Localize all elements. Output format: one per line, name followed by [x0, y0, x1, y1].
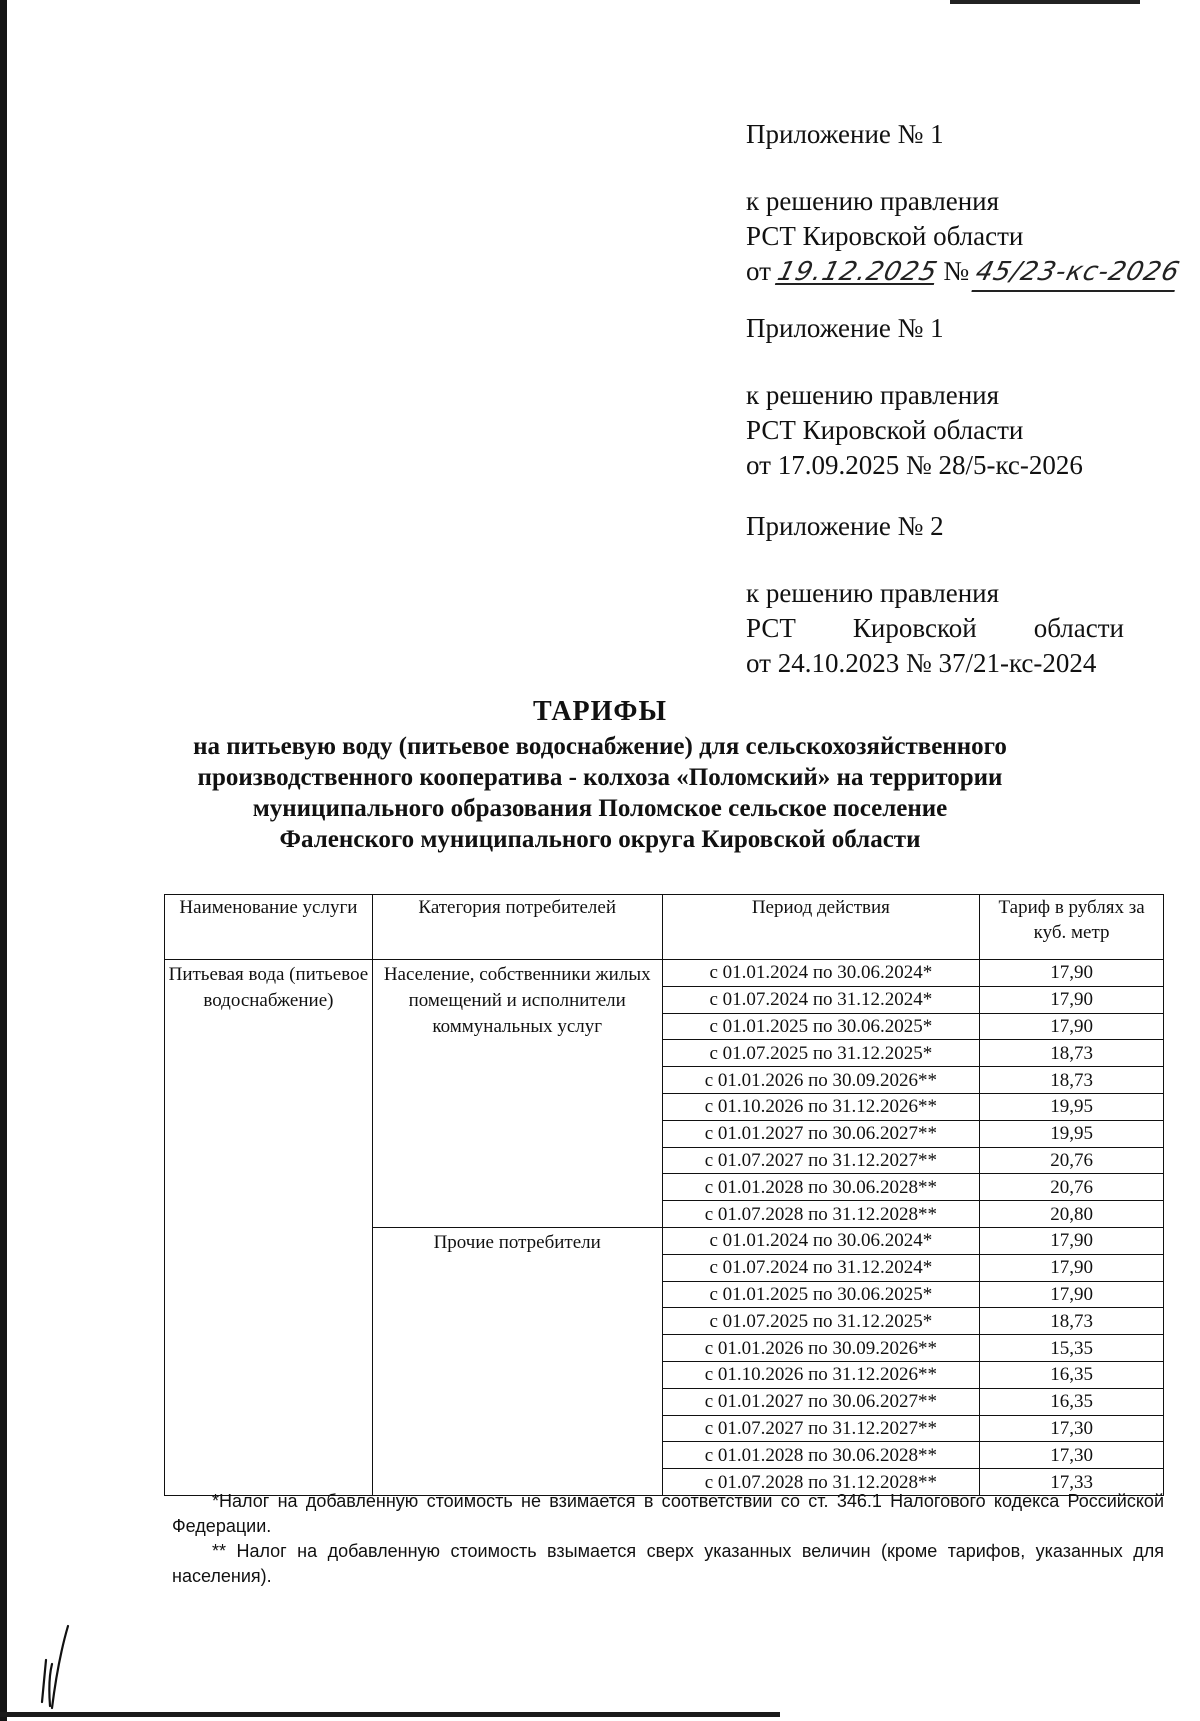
appendix-title: Приложение № 1 [746, 119, 944, 149]
title-line: на питьевую воду (питьевое водоснабжение) для сельскохозяйственного [193, 733, 1007, 760]
period-cell: с 01.07.2024 по 31.12.2024* [662, 986, 980, 1013]
header-period: Период действия [662, 895, 980, 960]
tariff-cell: 17,90 [980, 1281, 1164, 1308]
handwritten-number: 45/23-кс-2026 [971, 255, 1183, 292]
tariff-cell: 18,73 [980, 1308, 1164, 1335]
tariff-cell: 17,30 [980, 1415, 1164, 1442]
period-cell: с 01.07.2027 по 31.12.2027** [662, 1415, 980, 1442]
appendix-block-2 [746, 311, 1166, 483]
period-cell: с 01.01.2028 по 30.06.2028** [662, 1442, 980, 1469]
period-cell: с 01.01.2025 по 30.06.2025* [662, 1013, 980, 1040]
period-cell: с 01.07.2025 по 31.12.2025* [662, 1308, 980, 1335]
tariff-cell: 17,90 [980, 1254, 1164, 1281]
tariff-cell: 20,76 [980, 1174, 1164, 1201]
appendix-line-justified [746, 611, 1124, 646]
signature-mark [38, 1620, 78, 1710]
appendix-line: РСТ Кировской области [746, 415, 1024, 445]
footnotes [172, 1489, 1164, 1589]
date-prefix: от [746, 256, 771, 286]
period-cell: с 01.01.2027 по 30.06.2027** [662, 1388, 980, 1415]
footnote: ** Налог на добавленную стоимость взымается сверх указанных величин (кроме тарифов, указанных для населения). [172, 1541, 1164, 1586]
table-row [165, 960, 1164, 987]
tariff-cell: 17,90 [980, 960, 1164, 987]
period-cell: с 01.01.2026 по 30.09.2026** [662, 1335, 980, 1362]
title-main: ТАРИФЫ [533, 696, 667, 727]
period-cell: с 01.10.2026 по 31.12.2026** [662, 1361, 980, 1388]
header-tariff: Тариф в рублях за куб. метр [980, 895, 1164, 960]
tariff-cell: 15,35 [980, 1335, 1164, 1362]
title-line: муниципального образования Поломское сельское поселение [252, 795, 948, 822]
appendix-line: от 24.10.2023 № 37/21-кс-2024 [746, 648, 1097, 678]
word: области [1033, 613, 1124, 643]
tariff-cell: 17,30 [980, 1442, 1164, 1469]
tariff-cell: 20,80 [980, 1201, 1164, 1228]
category-cell: Прочие потребители [372, 1227, 662, 1495]
appendix-block-1 [746, 117, 1183, 292]
appendix-line: к решению правления [746, 380, 1000, 410]
tariff-cell: 19,95 [980, 1093, 1164, 1120]
scan-edge-left [0, 0, 7, 1721]
period-cell: с 01.01.2024 по 30.06.2024* [662, 1227, 980, 1254]
tariff-cell: 17,90 [980, 986, 1164, 1013]
title-line: Фаленского муниципального округа Кировской области [279, 826, 921, 853]
table-header-row [165, 895, 1164, 960]
header-service: Наименование услуги [165, 895, 373, 960]
appendix-title: Приложение № 2 [746, 511, 944, 541]
appendix-line: РСТ Кировской области [746, 221, 1024, 251]
tariff-table [164, 894, 1164, 1496]
period-cell: с 01.01.2027 по 30.06.2027** [662, 1120, 980, 1147]
service-name-cell: Питьевая вода (питьевое водоснабжение) [165, 960, 373, 1496]
period-cell: с 01.01.2024 по 30.06.2024* [662, 960, 980, 987]
tariff-cell: 19,95 [980, 1120, 1164, 1147]
appendix-line: от 17.09.2025 № 28/5-кс-2026 [746, 450, 1083, 480]
tariff-cell: 17,90 [980, 1013, 1164, 1040]
category-cell: Население, собственники жилых помещений и исполнители коммунальных услуг [372, 960, 662, 1228]
handwritten-date: 19.12.2025 [774, 257, 941, 287]
footnote: *Налог на добавленную стоимость не взимается в соответствии со ст. 346.1 Налогового кодекса Российской Федерации. [172, 1491, 1164, 1536]
period-cell: с 01.01.2028 по 30.06.2028** [662, 1174, 980, 1201]
number-sign: № [943, 256, 970, 286]
appendix-title: Приложение № 1 [746, 313, 944, 343]
tariff-cell: 20,76 [980, 1147, 1164, 1174]
tariff-cell: 16,35 [980, 1388, 1164, 1415]
period-cell: с 01.07.2028 по 31.12.2028** [662, 1469, 980, 1496]
tariff-cell: 17,90 [980, 1227, 1164, 1254]
word: Кировской [852, 613, 977, 643]
period-cell: с 01.07.2025 по 31.12.2025* [662, 1040, 980, 1067]
header-category: Категория потребителей [372, 895, 662, 960]
tariff-cell: 17,33 [980, 1469, 1164, 1496]
appendix-line: к решению правления [746, 186, 1000, 216]
tariff-cell: 18,73 [980, 1067, 1164, 1094]
word: РСТ [746, 613, 796, 643]
tariff-cell: 18,73 [980, 1040, 1164, 1067]
title-line: производственного кооператива - колхоза «Поломский» на территории [197, 764, 1003, 791]
scan-mark-top [950, 0, 1140, 4]
scan-edge-bottom [0, 1712, 780, 1717]
period-cell: с 01.07.2028 по 31.12.2028** [662, 1201, 980, 1228]
period-cell: с 01.07.2024 по 31.12.2024* [662, 1254, 980, 1281]
period-cell: с 01.07.2027 по 31.12.2027** [662, 1147, 980, 1174]
appendix-date-line [746, 254, 1183, 292]
period-cell: с 01.01.2025 по 30.06.2025* [662, 1281, 980, 1308]
appendix-block-3 [746, 509, 1166, 681]
period-cell: с 01.10.2026 по 31.12.2026** [662, 1093, 980, 1120]
tariff-cell: 16,35 [980, 1361, 1164, 1388]
appendix-line: к решению правления [746, 578, 1000, 608]
document-title [120, 693, 1080, 855]
period-cell: с 01.01.2026 по 30.09.2026** [662, 1067, 980, 1094]
